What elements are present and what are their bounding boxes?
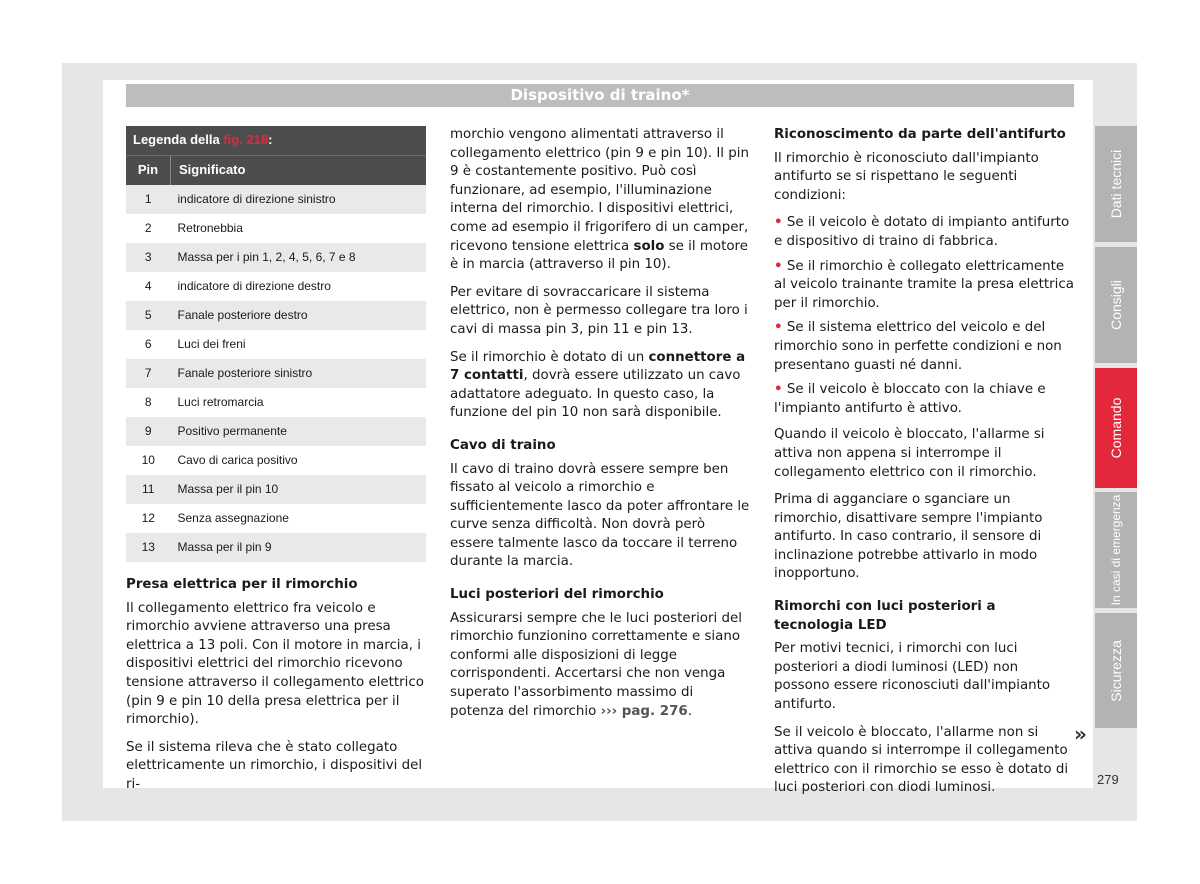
page-reference-link[interactable]: ››› pag. 276 [600, 703, 688, 719]
list-item: • Se il rimorchio è collegato elettricamente al veicolo trainante tramite la presa elettrica per il rimorchio. [774, 258, 1074, 311]
legend-table [126, 126, 426, 562]
pin-meaning: Positivo permanente [171, 417, 427, 446]
column-1 [126, 126, 426, 804]
pin-number: 12 [126, 504, 171, 533]
table-row [126, 214, 426, 243]
paragraph: Quando il veicolo è bloccato, l'allarme si attiva non appena si interrompe il collegamento elettrico con il rimorchio. [774, 427, 1045, 480]
table-row [126, 446, 426, 475]
pin-meaning: indicatore di direzione destro [171, 272, 427, 301]
bullet-icon: • [774, 320, 783, 336]
pin-number: 6 [126, 330, 171, 359]
pin-number: 8 [126, 388, 171, 417]
pin-number: 3 [126, 243, 171, 272]
bullet-icon: • [774, 382, 783, 398]
table-row [126, 533, 426, 562]
list-item: • Se il sistema elettrico del veicolo e del rimorchio sono in perfette condizioni e non presentano guasti né danni. [774, 320, 1062, 373]
heading-cavo-di-traino: Cavo di traino [450, 437, 556, 453]
paragraph: Per evitare di sovraccaricare il sistema elettrico, non è permesso collegare tra loro i cavi di massa pin 3, pin 11 e pin 13. [450, 284, 748, 337]
paragraph: Il collegamento elettrico fra veicolo e rimorchio avviene attraverso una presa elettrica a 13 poli. Con il motore in marcia, i dispositivi elettrici del rimorchio ricevono tensione attraverso il collegamento elettrico (pin 9 e pin 10 della presa elettrica per il rimorchio). [126, 600, 424, 728]
pin-number: 4 [126, 272, 171, 301]
table-row [126, 243, 426, 272]
column-header-pin: Pin [126, 156, 171, 186]
paragraph: Se il rimorchio è dotato di un connettore a 7 contatti, dovrà essere utilizzato un cavo adattatore adeguato. In questo caso, la funzione del pin 10 non sarà disponibile. [450, 349, 746, 421]
pin-meaning: Cavo di carica positivo [171, 446, 427, 475]
paragraph: Il rimorchio è riconosciuto dall'impianto antifurto se si rispettano le seguenti condizioni: [774, 150, 1039, 203]
paragraph: Se il veicolo è bloccato, l'allarme non si attiva quando si interrompe il collegamento elettrico con il rimorchio se esso è dotato di luci posteriori con diodi luminosi. [774, 724, 1069, 796]
pin-meaning: indicatore di direzione sinistro [171, 185, 427, 214]
pin-meaning: Massa per il pin 10 [171, 475, 427, 504]
table-row [126, 504, 426, 533]
table-row [126, 185, 426, 214]
list-item: • Se il veicolo è bloccato con la chiave e l'impianto antifurto è attivo. [774, 382, 1046, 416]
pin-number: 13 [126, 533, 171, 562]
table-row [126, 330, 426, 359]
pin-number: 9 [126, 417, 171, 446]
pin-meaning: Luci dei freni [171, 330, 427, 359]
table-row [126, 272, 426, 301]
heading-led: Rimorchi con luci posteriori a tecnologia LED [774, 599, 996, 633]
bullet-icon: • [774, 258, 783, 274]
paragraph: Assicurarsi sempre che le luci posteriori del rimorchio funzionino correttamente e siano conformi alle disposizioni di legge corrispondenti. Accertarsi che non venga superato l'assorbimento massimo di potenza del rimorchio ››› pag. 276. [450, 610, 742, 719]
pin-meaning: Luci retromarcia [171, 388, 427, 417]
condition-list [774, 214, 1074, 418]
paragraph: Prima di agganciare o sganciare un rimorchio, disattivare sempre l'impianto antifurto. In caso contrario, il sensore di inclinazione potrebbe attivarlo in modo inopportuno. [774, 492, 1043, 582]
page-number: 279 [1097, 772, 1119, 787]
tab-consigli[interactable]: Consigli [1095, 247, 1137, 363]
heading-antifurto: Riconoscimento da parte dell'antifurto [774, 127, 1066, 142]
pin-meaning: Fanale posteriore sinistro [171, 359, 427, 388]
pin-number: 11 [126, 475, 171, 504]
paragraph: Il cavo di traino dovrà essere sempre ben fissato al veicolo a rimorchio e sufficientemente lasco da poter affrontare le curve senza difficoltà. Non dovrà però essere talmente lasco da toccare il terreno durante la marcia. [450, 461, 750, 570]
pin-number: 7 [126, 359, 171, 388]
tab-in-casi-di-emergenza[interactable]: In casi di emergenza [1095, 492, 1137, 608]
pin-meaning: Massa per il pin 9 [171, 533, 427, 562]
column-2 [450, 126, 750, 730]
table-row [126, 417, 426, 446]
heading-presa-elettrica: Presa elettrica per il rimorchio [126, 577, 358, 592]
pin-number: 1 [126, 185, 171, 214]
paragraph: Se il sistema rileva che è stato collegato elettricamente un rimorchio, i dispositivi del ri- [126, 739, 423, 792]
pin-meaning: Fanale posteriore destro [171, 301, 427, 330]
bullet-icon: • [774, 215, 783, 231]
table-row [126, 475, 426, 504]
pin-meaning: Massa per i pin 1, 2, 4, 5, 6, 7 e 8 [171, 243, 427, 272]
pin-number: 10 [126, 446, 171, 475]
figure-link[interactable]: fig. 218 [223, 132, 269, 148]
tab-dati-tecnici[interactable]: Dati tecnici [1095, 126, 1137, 242]
pin-meaning: Retronebbia [171, 214, 427, 243]
paragraph: Per motivi tecnici, i rimorchi con luci posteriori a diodi luminosi (LED) non possono essere riconosciuti dall'impianto antifurto. [774, 641, 1051, 713]
pin-number: 5 [126, 301, 171, 330]
tab-comando[interactable]: Comando [1095, 368, 1137, 488]
pin-meaning: Senza assegnazione [171, 504, 427, 533]
heading-luci-posteriori: Luci posteriori del rimorchio [450, 587, 664, 603]
section-title: Dispositivo di traino* [126, 84, 1074, 107]
table-row [126, 301, 426, 330]
column-3 [774, 126, 1074, 807]
column-header-meaning: Significato [171, 156, 427, 186]
table-row [126, 388, 426, 417]
paragraph: morchio vengono alimentati attraverso il collegamento elettrico (pin 9 e pin 10). Il pin 9 è costantemente positivo. Può così funzionare, ad esempio, l'illuminazione interna del rimorchio. I dispositivi elettrici, come ad esempio il frigorifero di un camper, ricevono tensione elettrica solo se il motore è in marcia (attraverso il pin 10). [450, 127, 749, 273]
table-row [126, 359, 426, 388]
list-item: • Se il veicolo è dotato di impianto antifurto e dispositivo di traino di fabbrica. [774, 215, 1070, 249]
tab-sicurezza[interactable]: Sicurezza [1095, 613, 1137, 728]
pin-number: 2 [126, 214, 171, 243]
continue-arrow-icon: » [1074, 722, 1087, 746]
legend-caption: Legenda della fig. 218: [126, 126, 426, 156]
